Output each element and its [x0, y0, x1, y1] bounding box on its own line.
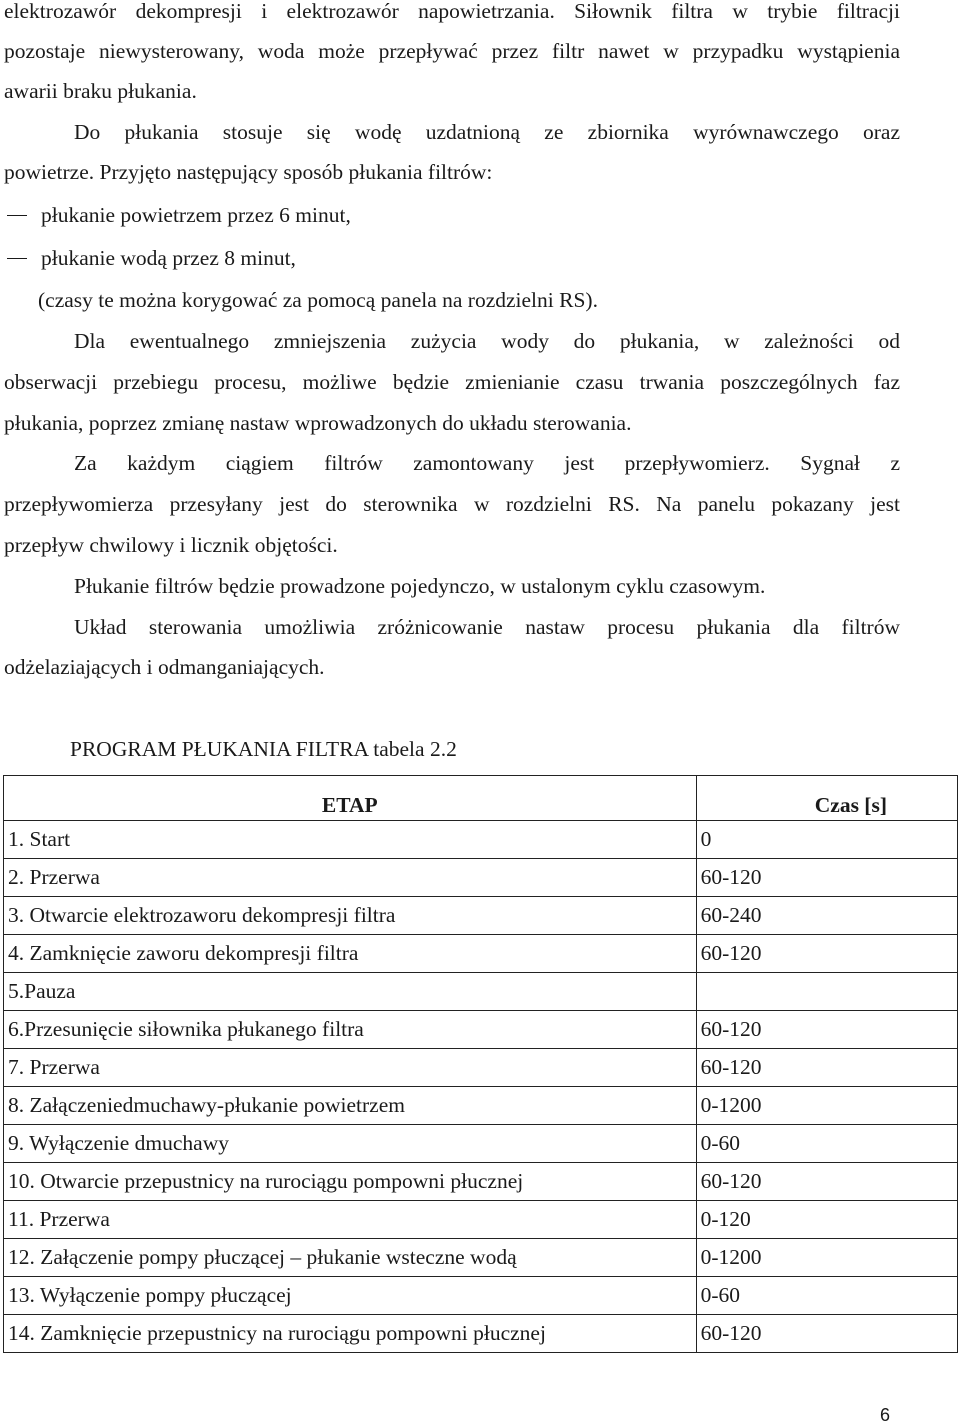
text-line: elektrozawór dekompresji i elektrozawór napowietrzania. Siłownik filtra w trybie filtracji	[4, 0, 900, 23]
time-cell: 60-120	[696, 935, 957, 973]
time-cell: 0-60	[696, 1125, 957, 1163]
stage-cell: 2. Przerwa	[4, 859, 697, 897]
table-row	[4, 1277, 958, 1315]
table-row	[4, 897, 958, 935]
time-cell: 0-1200	[696, 1239, 957, 1277]
table-row	[4, 1049, 958, 1087]
stage-cell: 3. Otwarcie elektrozaworu dekompresji filtra	[4, 897, 697, 935]
table-row	[4, 1239, 958, 1277]
stage-cell: 5.Pauza	[4, 973, 697, 1011]
text-line: odżelaziających i odmanganiających.	[4, 655, 325, 679]
stage-cell: 13. Wyłączenie pompy płuczącej	[4, 1277, 697, 1315]
text-line: pozostaje niewysterowany, woda może przepływać przez filtr nawet w przypadku wystąpienia	[4, 39, 900, 63]
table-row	[4, 935, 958, 973]
time-cell: 60-240	[696, 897, 957, 935]
list-item	[4, 201, 351, 229]
stage-cell: 7. Przerwa	[4, 1049, 697, 1087]
stage-cell: 12. Załączenie pompy płuczącej – płukanie wsteczne wodą	[4, 1239, 697, 1277]
text-line: Do płukania stosuje się wodę uzdatnioną ze zbiornika wyrównawczego oraz	[74, 120, 900, 144]
time-cell: 60-120	[696, 859, 957, 897]
table-header-row	[4, 776, 958, 821]
column-header-time: Czas [s]	[696, 776, 957, 821]
time-cell: 0-120	[696, 1201, 957, 1239]
time-cell: 60-120	[696, 1011, 957, 1049]
table-row	[4, 973, 958, 1011]
flush-program-table	[3, 775, 958, 1353]
time-cell: 60-120	[696, 1163, 957, 1201]
time-cell: 0-1200	[696, 1087, 957, 1125]
page-number: 6	[880, 1405, 891, 1425]
stage-cell: 8. Załączeniedmuchawy-płukanie powietrzem	[4, 1087, 697, 1125]
table-row	[4, 1315, 958, 1353]
time-cell: 0-60	[696, 1277, 957, 1315]
text-line: przepływ chwilowy i licznik objętości.	[4, 533, 338, 557]
text-line: awarii braku płukania.	[4, 79, 197, 103]
stage-cell: 11. Przerwa	[4, 1201, 697, 1239]
list-item-text: płukanie powietrzem przez 6 minut,	[41, 203, 351, 227]
stage-cell: 10. Otwarcie przepustnicy na rurociągu pompowni płucznej	[4, 1163, 697, 1201]
list-item-text: płukanie wodą przez 8 minut,	[41, 246, 296, 270]
table-row	[4, 1125, 958, 1163]
list-note: (czasy te można korygować za pomocą panela na rozdzielni RS).	[38, 288, 598, 312]
text-line: przepływomierza przesyłany jest do sterownika w rozdzielni RS. Na panelu pokazany jest	[4, 492, 900, 516]
stage-cell: 4. Zamknięcie zaworu dekompresji filtra	[4, 935, 697, 973]
stage-cell: 9. Wyłączenie dmuchawy	[4, 1125, 697, 1163]
table-row	[4, 1087, 958, 1125]
text-line: Płukanie filtrów będzie prowadzone pojedynczo, w ustalonym cyklu czasowym.	[74, 574, 766, 598]
stage-cell: 1. Start	[4, 821, 697, 859]
time-cell: 60-120	[696, 1049, 957, 1087]
text-line: Dla ewentualnego zmniejszenia zużycia wody do płukania, w zależności od	[74, 329, 900, 353]
time-cell: 60-120	[696, 1315, 957, 1353]
list-item	[4, 244, 296, 272]
table-row	[4, 1201, 958, 1239]
table-row	[4, 1163, 958, 1201]
table-row	[4, 821, 958, 859]
text-line: obserwacji przebiegu procesu, możliwe będzie zmienianie czasu trwania poszczególnych faz	[4, 370, 900, 394]
text-line: powietrze. Przyjęto następujący sposób płukania filtrów:	[4, 160, 493, 184]
text-line: Za każdym ciągiem filtrów zamontowany jest przepływomierz. Sygnał z	[74, 451, 900, 475]
table-caption: PROGRAM PŁUKANIA FILTRA tabela 2.2	[70, 737, 457, 761]
time-cell: 0	[696, 821, 957, 859]
dash-bullet-icon	[7, 258, 27, 259]
dash-bullet-icon	[7, 215, 27, 216]
text-line: płukania, poprzez zmianę nastaw wprowadzonych do układu sterowania.	[4, 411, 632, 435]
stage-cell: 14. Zamknięcie przepustnicy na rurociągu pompowni płucznej	[4, 1315, 697, 1353]
stage-cell: 6.Przesunięcie siłownika płukanego filtra	[4, 1011, 697, 1049]
table-row	[4, 859, 958, 897]
text-line: Układ sterowania umożliwia zróżnicowanie nastaw procesu płukania dla filtrów	[74, 615, 900, 639]
column-header-stage: ETAP	[4, 776, 697, 821]
time-cell	[696, 973, 957, 1011]
table-row	[4, 1011, 958, 1049]
